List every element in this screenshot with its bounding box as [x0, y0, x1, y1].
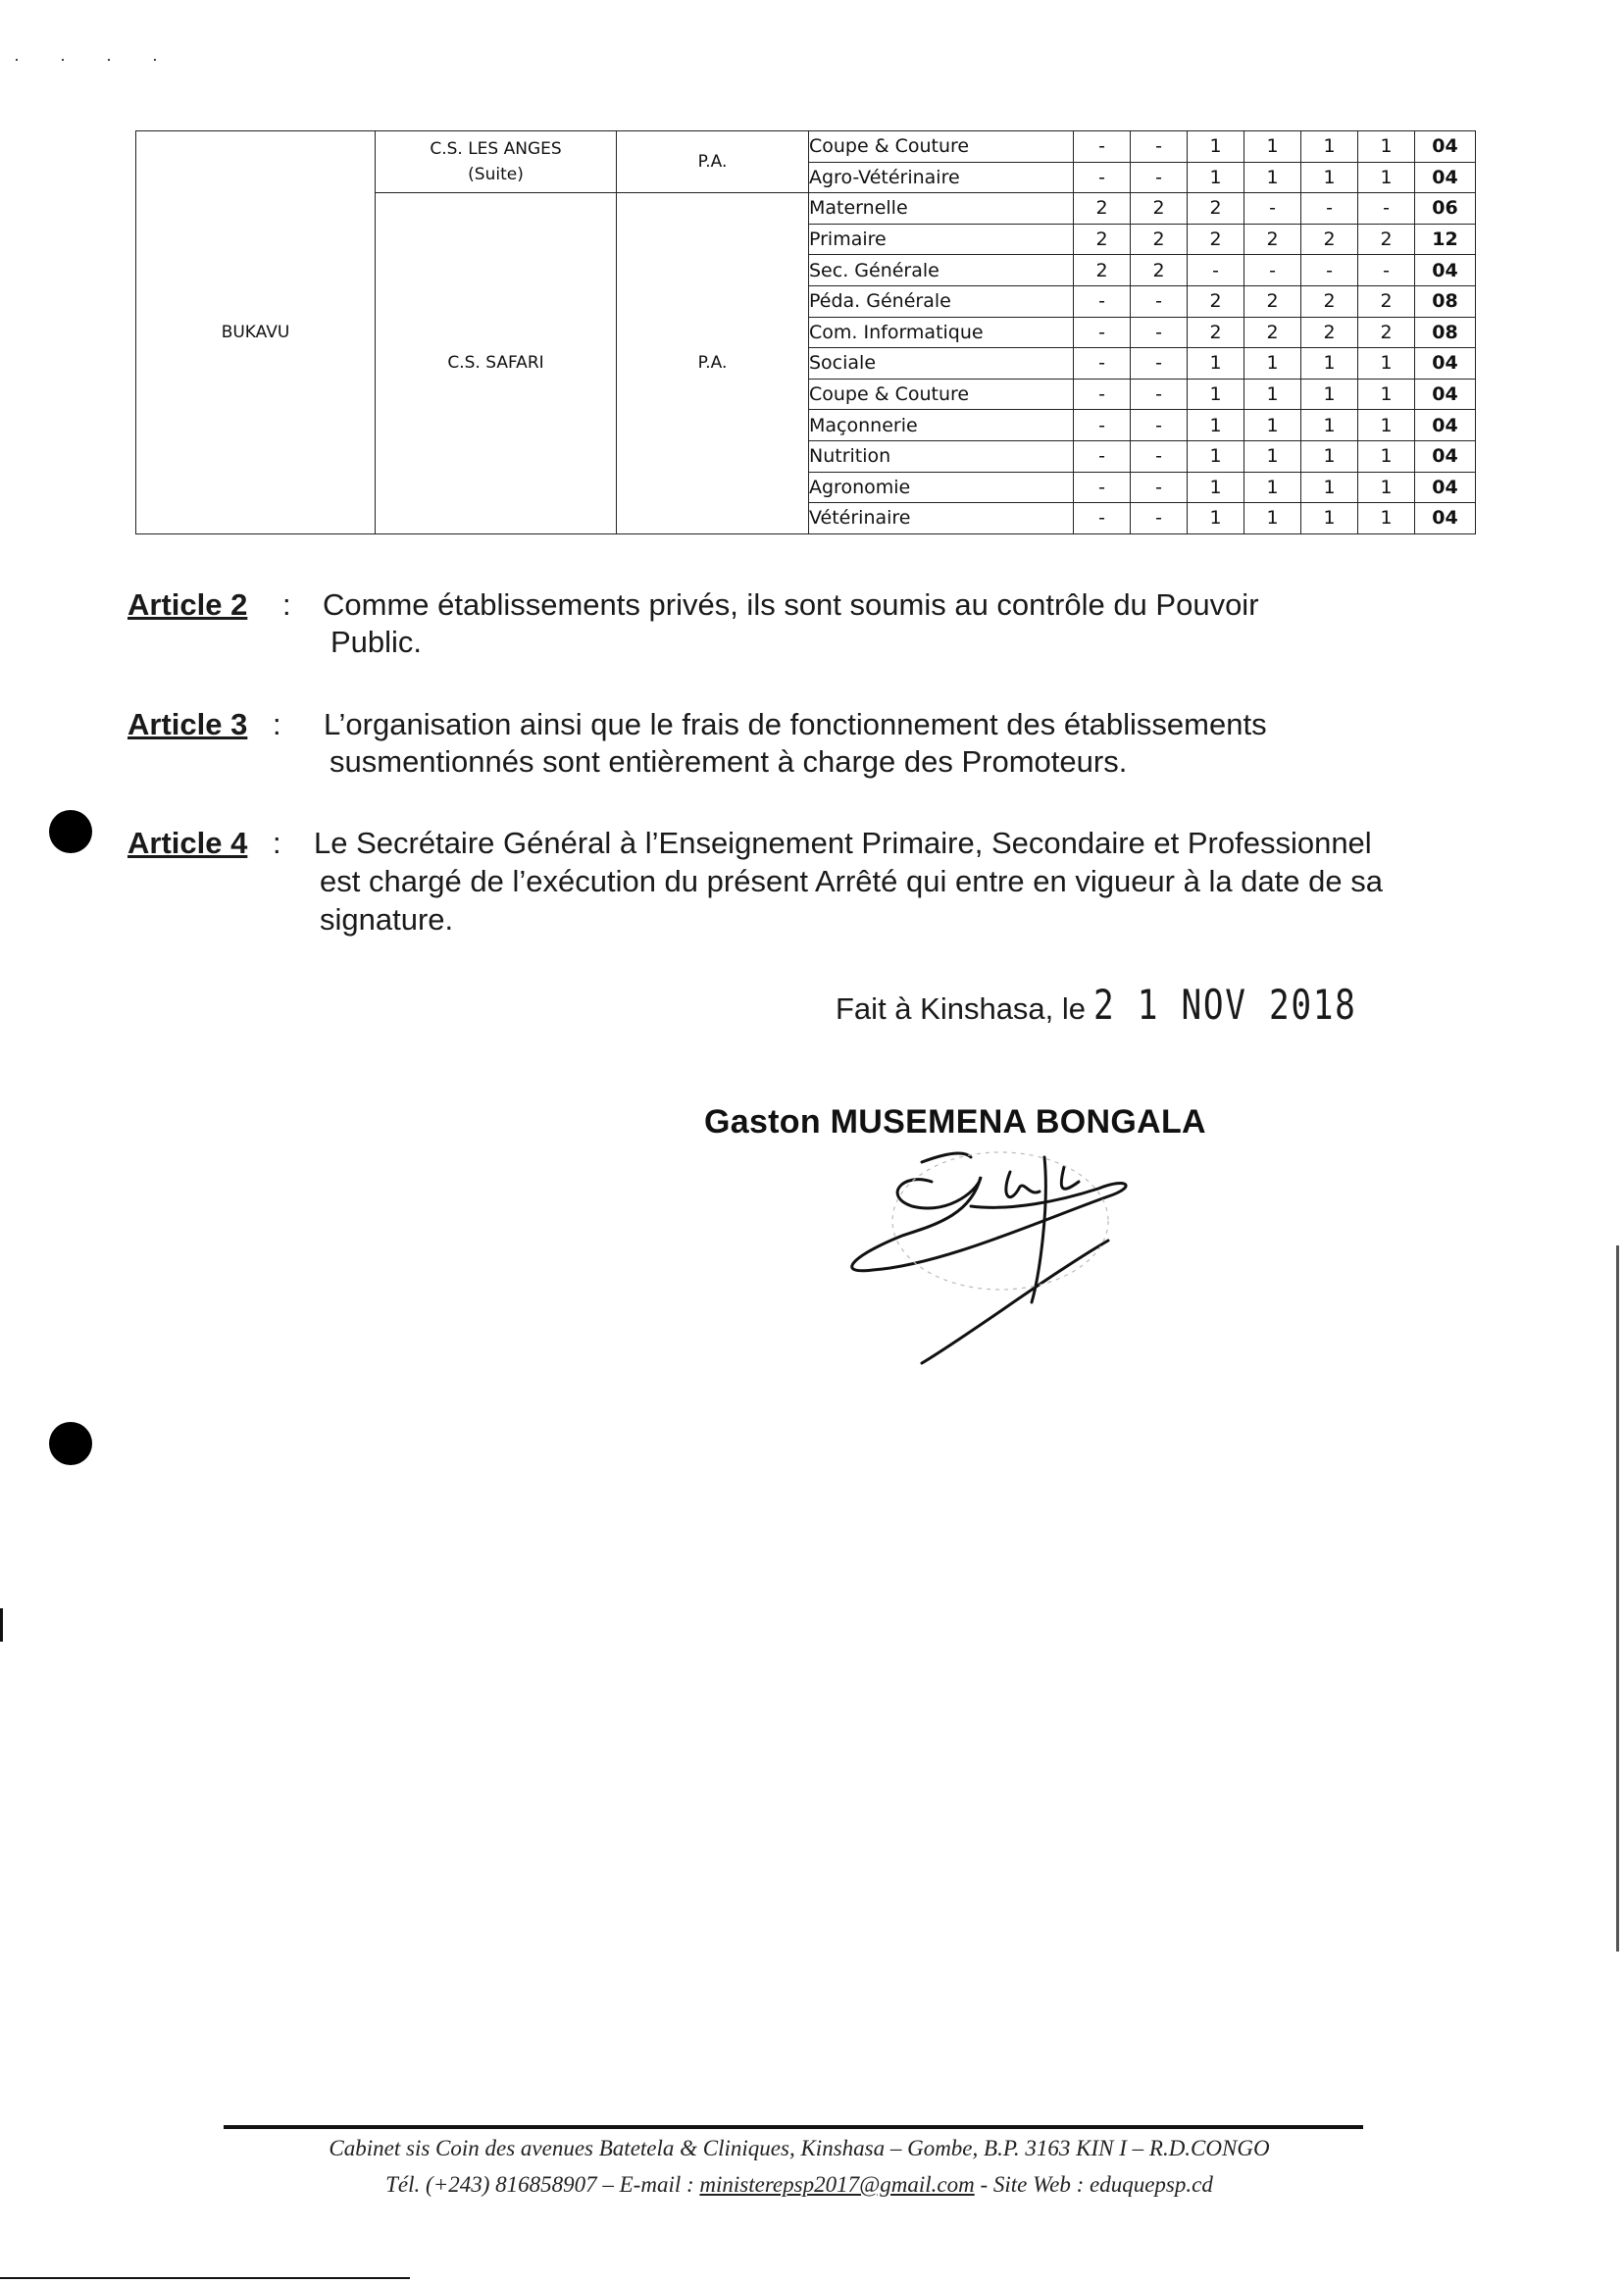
- option-cell: Maternelle: [809, 193, 1074, 225]
- class-count-cell: -: [1074, 285, 1131, 317]
- class-count-cell: -: [1301, 255, 1358, 286]
- article-colon: :: [282, 587, 291, 622]
- scan-specks: · · · ·: [14, 49, 176, 69]
- article-colon: :: [273, 826, 281, 860]
- class-count-cell: -: [1131, 472, 1188, 503]
- school-name-line: (Suite): [468, 165, 524, 185]
- class-count-cell: -: [1358, 193, 1415, 225]
- total-cell: 12: [1415, 224, 1476, 255]
- total-cell: 08: [1415, 285, 1476, 317]
- footer-rule: [224, 2125, 1363, 2129]
- footer-address: Cabinet sis Coin des avenues Batetela & Cliniques, Kinshasa – Gombe, B.P. 3163 KIN I – R.D.CONGO: [329, 2136, 1270, 2160]
- footer-contact: [235, 2166, 1363, 2203]
- option-cell: Vétérinaire: [809, 503, 1074, 534]
- article-text-line: Public.: [330, 625, 423, 659]
- class-count-cell: -: [1131, 379, 1188, 410]
- regime-cell: P.A.: [617, 131, 809, 193]
- article-colon: :: [273, 707, 281, 741]
- article-label: Article 3: [127, 707, 248, 741]
- class-count-cell: 2: [1301, 224, 1358, 255]
- class-count-cell: -: [1074, 379, 1131, 410]
- total-cell: 04: [1415, 348, 1476, 380]
- place-date: [836, 981, 1414, 1029]
- date-stamp: 2 1 NOV 2018: [1093, 981, 1357, 1029]
- class-count-cell: 1: [1244, 131, 1301, 163]
- total-cell: 04: [1415, 440, 1476, 472]
- punch-hole-mark: [49, 1422, 92, 1465]
- footer: [235, 2130, 1363, 2203]
- option-cell: Péda. Générale: [809, 285, 1074, 317]
- total-cell: 04: [1415, 379, 1476, 410]
- article-text-line: signature.: [320, 902, 454, 937]
- class-count-cell: 2: [1358, 317, 1415, 348]
- class-count-cell: -: [1131, 285, 1188, 317]
- total-cell: 04: [1415, 255, 1476, 286]
- table-body: [136, 131, 1476, 534]
- bottom-edge-line: [0, 2277, 410, 2279]
- class-count-cell: 1: [1301, 162, 1358, 193]
- class-count-cell: 1: [1358, 503, 1415, 534]
- class-count-cell: 1: [1301, 131, 1358, 163]
- class-count-cell: 2: [1244, 317, 1301, 348]
- class-count-cell: 1: [1301, 410, 1358, 441]
- class-count-cell: 1: [1244, 410, 1301, 441]
- schools-table: [135, 130, 1476, 534]
- option-cell: Agro-Vétérinaire: [809, 162, 1074, 193]
- option-cell: Primaire: [809, 224, 1074, 255]
- city-cell: BUKAVU: [136, 131, 376, 534]
- school-name-line: C.S. SAFARI: [447, 353, 544, 374]
- article-text-line: susmentionnés sont entièrement à charge des Promoteurs.: [330, 744, 1128, 779]
- class-count-cell: -: [1074, 410, 1131, 441]
- class-count-cell: 1: [1358, 162, 1415, 193]
- class-count-cell: 2: [1244, 224, 1301, 255]
- class-count-cell: -: [1074, 503, 1131, 534]
- class-count-cell: 1: [1188, 440, 1244, 472]
- school-name-cell: [376, 193, 617, 534]
- class-count-cell: 2: [1131, 255, 1188, 286]
- class-count-cell: 2: [1358, 224, 1415, 255]
- class-count-cell: -: [1131, 131, 1188, 163]
- school-name-cell: [376, 131, 617, 193]
- class-count-cell: 1: [1244, 162, 1301, 193]
- option-cell: Com. Informatique: [809, 317, 1074, 348]
- class-count-cell: -: [1301, 193, 1358, 225]
- option-cell: Agronomie: [809, 472, 1074, 503]
- total-cell: 06: [1415, 193, 1476, 225]
- class-count-cell: 1: [1244, 503, 1301, 534]
- class-count-cell: 2: [1188, 285, 1244, 317]
- class-count-cell: 2: [1131, 193, 1188, 225]
- punch-hole-mark: [49, 810, 92, 853]
- class-count-cell: -: [1188, 255, 1244, 286]
- class-count-cell: 1: [1188, 162, 1244, 193]
- article-text-line: L’organisation ainsi que le frais de fonctionnement des établissements: [324, 707, 1267, 741]
- class-count-cell: -: [1131, 348, 1188, 380]
- class-count-cell: -: [1074, 472, 1131, 503]
- place-label: Fait à Kinshasa, le: [836, 991, 1087, 1026]
- option-cell: Sociale: [809, 348, 1074, 380]
- class-count-cell: 1: [1244, 348, 1301, 380]
- class-count-cell: 1: [1188, 503, 1244, 534]
- class-count-cell: 2: [1074, 193, 1131, 225]
- total-cell: 04: [1415, 162, 1476, 193]
- option-cell: Maçonnerie: [809, 410, 1074, 441]
- class-count-cell: 1: [1358, 131, 1415, 163]
- class-count-cell: -: [1131, 440, 1188, 472]
- total-cell: 04: [1415, 503, 1476, 534]
- class-count-cell: -: [1074, 440, 1131, 472]
- class-count-cell: 1: [1358, 440, 1415, 472]
- class-count-cell: -: [1131, 162, 1188, 193]
- class-count-cell: -: [1244, 193, 1301, 225]
- total-cell: 04: [1415, 410, 1476, 441]
- class-count-cell: 1: [1301, 472, 1358, 503]
- article-text-line: Comme établissements privés, ils sont soumis au contrôle du Pouvoir: [323, 587, 1259, 622]
- class-count-cell: 2: [1301, 285, 1358, 317]
- signatory-name: Gaston MUSEMENA BONGALA: [704, 1103, 1206, 1141]
- article-text-line: est chargé de l’exécution du présent Arrêté qui entre en vigueur à la date de sa: [320, 864, 1383, 898]
- class-count-cell: 1: [1244, 379, 1301, 410]
- class-count-cell: -: [1358, 255, 1415, 286]
- scan-edge-mark: [0, 1608, 3, 1642]
- total-cell: 04: [1415, 472, 1476, 503]
- article-label: Article 4: [127, 826, 248, 860]
- class-count-cell: 2: [1358, 285, 1415, 317]
- class-count-cell: 1: [1301, 348, 1358, 380]
- class-count-cell: 1: [1188, 472, 1244, 503]
- class-count-cell: 2: [1244, 285, 1301, 317]
- class-count-cell: -: [1131, 317, 1188, 348]
- class-count-cell: 1: [1244, 440, 1301, 472]
- signature-image: [814, 1128, 1226, 1373]
- option-cell: Coupe & Couture: [809, 379, 1074, 410]
- class-count-cell: -: [1074, 348, 1131, 380]
- total-cell: 08: [1415, 317, 1476, 348]
- class-count-cell: 2: [1188, 317, 1244, 348]
- class-count-cell: 1: [1188, 410, 1244, 441]
- class-count-cell: 1: [1188, 131, 1244, 163]
- class-count-cell: 1: [1188, 379, 1244, 410]
- class-count-cell: 1: [1188, 348, 1244, 380]
- class-count-cell: -: [1131, 503, 1188, 534]
- total-cell: 04: [1415, 131, 1476, 163]
- class-count-cell: -: [1074, 162, 1131, 193]
- class-count-cell: 1: [1301, 379, 1358, 410]
- class-count-cell: 1: [1358, 410, 1415, 441]
- class-count-cell: 1: [1244, 472, 1301, 503]
- class-count-cell: 2: [1188, 224, 1244, 255]
- article-label: Article 2: [127, 587, 248, 622]
- class-count-cell: -: [1074, 317, 1131, 348]
- class-count-cell: 1: [1358, 348, 1415, 380]
- class-count-cell: 1: [1301, 440, 1358, 472]
- class-count-cell: 1: [1358, 472, 1415, 503]
- footer-phone: Tél. (+243) 816858907 – E-mail :: [385, 2172, 700, 2197]
- class-count-cell: -: [1131, 410, 1188, 441]
- class-count-cell: 2: [1301, 317, 1358, 348]
- school-name-line: C.S. LES ANGES: [430, 139, 562, 160]
- class-count-cell: 1: [1358, 379, 1415, 410]
- regime-cell: P.A.: [617, 193, 809, 534]
- table-row: [136, 131, 1476, 163]
- class-count-cell: 2: [1074, 255, 1131, 286]
- option-cell: Nutrition: [809, 440, 1074, 472]
- option-cell: Coupe & Couture: [809, 131, 1074, 163]
- class-count-cell: -: [1244, 255, 1301, 286]
- class-count-cell: -: [1074, 131, 1131, 163]
- class-count-cell: 2: [1131, 224, 1188, 255]
- article-text-line: Le Secrétaire Général à l’Enseignement Primaire, Secondaire et Professionnel: [314, 826, 1372, 860]
- class-count-cell: 1: [1301, 503, 1358, 534]
- option-cell: Sec. Générale: [809, 255, 1074, 286]
- footer-email-link[interactable]: ministerepsp2017@gmail.com: [699, 2172, 975, 2197]
- class-count-cell: 2: [1188, 193, 1244, 225]
- scan-edge-line: [1616, 1245, 1619, 1952]
- footer-website: - Site Web : eduquepsp.cd: [974, 2172, 1213, 2197]
- class-count-cell: 2: [1074, 224, 1131, 255]
